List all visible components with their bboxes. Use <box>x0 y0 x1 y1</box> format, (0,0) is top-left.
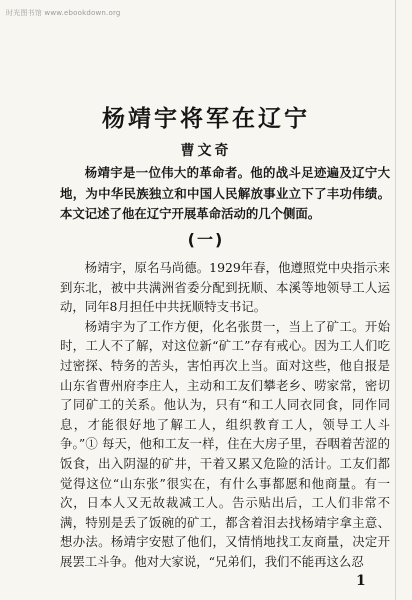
section-heading: (一) <box>187 230 225 249</box>
author-name: 曹文奇 <box>180 143 232 159</box>
lead-paragraph-block <box>60 163 390 225</box>
body-text <box>60 258 390 572</box>
page-number: 1 <box>356 573 366 589</box>
body-paragraph: 杨靖宇，原名马尚德。1929年春，他遵照党中央指示来到东北，被中共满洲省委分配到抚顺、本溪等地领导工人运动，同年8月担任中共抚顺特支书记。 <box>60 260 390 315</box>
page-edge-divider <box>395 0 396 600</box>
lead-paragraph: 杨靖宇是一位伟大的革命者。他的战斗足迹遍及辽宁大地，为中华民族独立和中国人民解放事业立下了丰功伟绩。本文记述了他在辽宁开展革命活动的几个侧面。 <box>60 165 390 221</box>
body-paragraph: 杨靖宇为了工作方便，化名张贯一，当上了矿工。开始时，工人不了解，对这位新“矿工”存有戒心。因为工人们吃过密探、特务的苦头，害怕再次上当。面对这些，他自报是山东省曹州府李庄人，主动和工友们攀老乡、唠家常，密切了同矿工的关系。他认为，只有“和工人同衣同食，同作同息，才能很好地了解工人，组织教育工人，领导工人斗争。”① 每天，他和工友一样，住在大房子里，吞咽着苦涩的饭食，出入阴湿的矿井，干着又累又危险的活计。工友们都觉得这位“山东张”很实在，有什么事都愿和他商量。有一次，日本人又无故裁减工人。告示贴出后，工人们非常不满，特别是丢了饭碗的矿工，都含着泪去找杨靖宇拿主意、想办法。杨靖宇安慰了他们，又情悄地找工友商量，决定开展罢工斗争。他对大家说，“兄弟们，我们不能再这么忍 <box>60 318 390 569</box>
article-title: 杨靖宇将军在辽宁 <box>102 106 310 132</box>
watermark: 时光图书馆 www.ebookdown.org <box>6 9 121 17</box>
